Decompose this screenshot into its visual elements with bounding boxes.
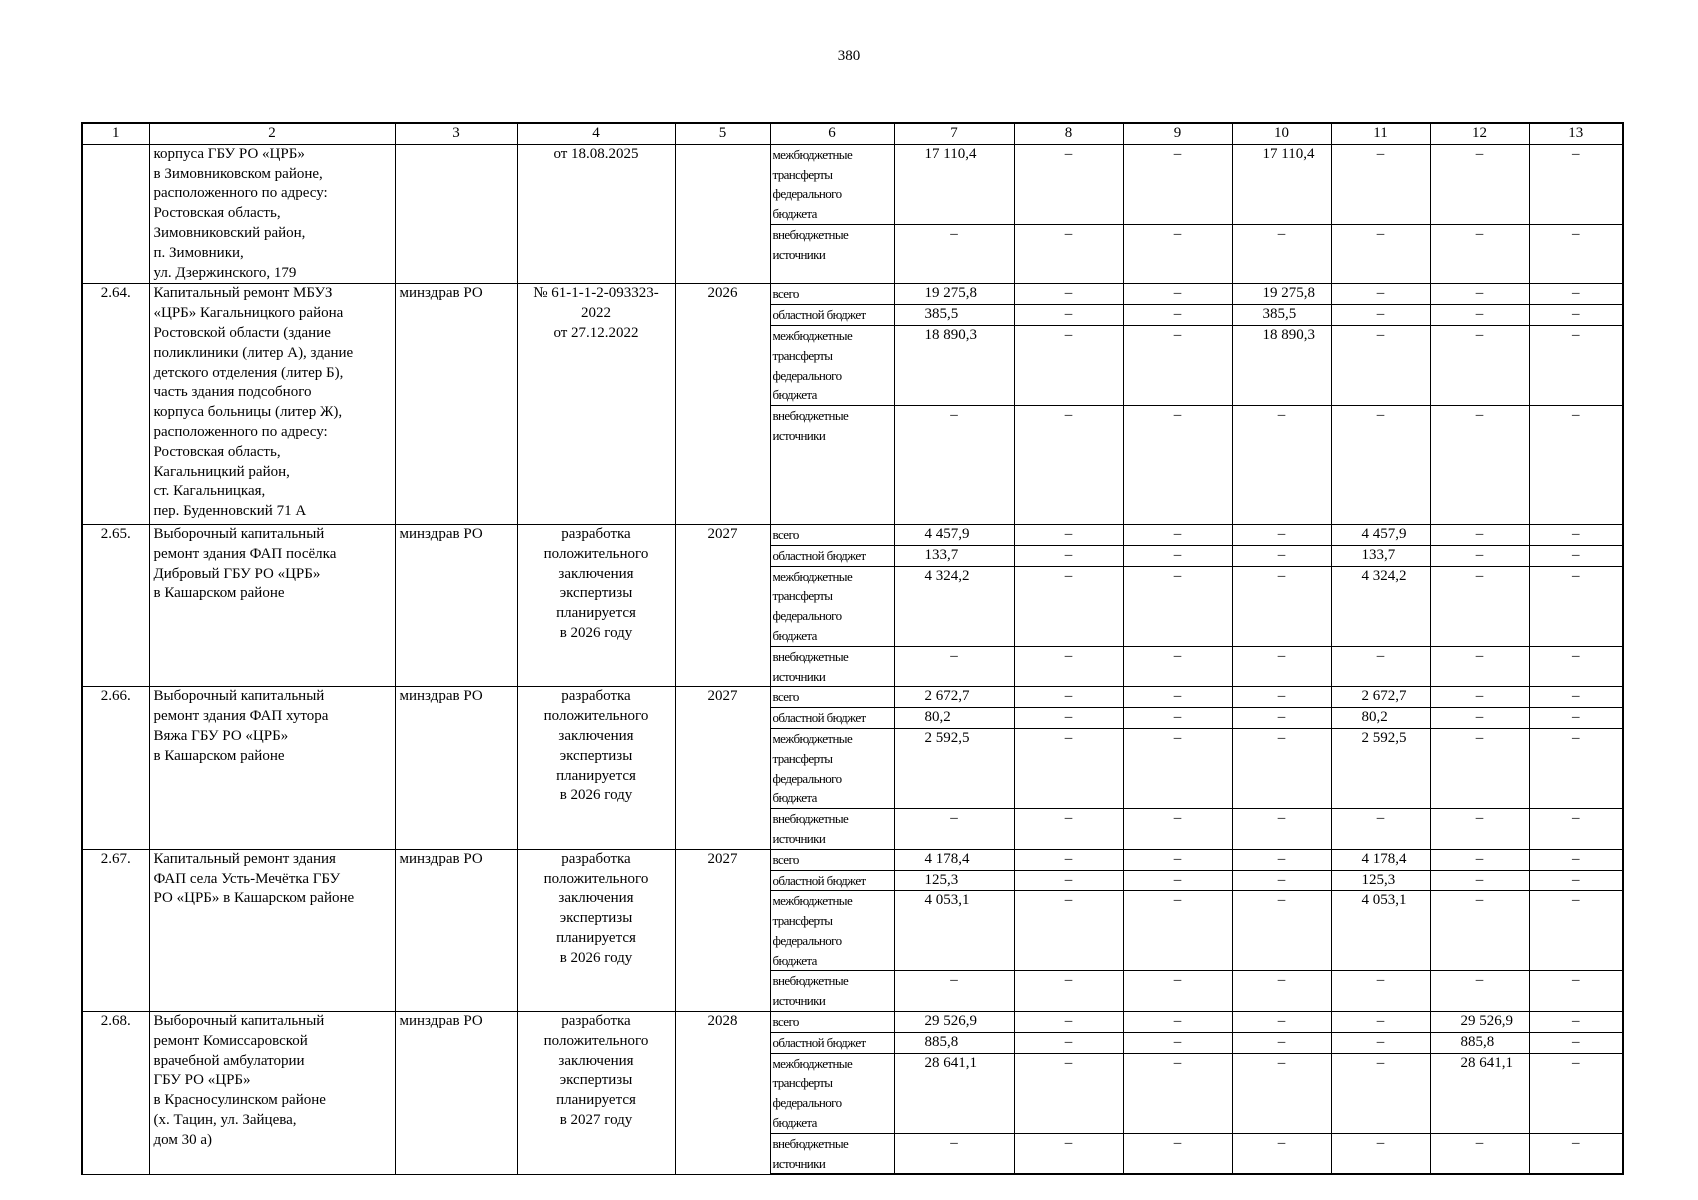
column-number-row bbox=[82, 123, 1623, 144]
empty-value: – bbox=[1529, 545, 1623, 566]
amount-value: 28 641,1 bbox=[1430, 1053, 1529, 1133]
empty-value: – bbox=[1529, 870, 1623, 891]
empty-value: – bbox=[1529, 809, 1623, 850]
empty-value: – bbox=[1529, 566, 1623, 646]
funding-source: областной бюджет bbox=[770, 708, 894, 729]
empty-value: – bbox=[1331, 971, 1430, 1012]
object-name: Выборочный капитальный ремонт здания ФАП хутора Вяжа ГБУ РО «ЦРБ» в Кашарском районе bbox=[149, 687, 395, 849]
empty-value: – bbox=[1529, 1053, 1623, 1133]
column-number-10: 10 bbox=[1232, 123, 1331, 144]
amount-value: 19 275,8 bbox=[894, 284, 1014, 305]
table-row bbox=[82, 849, 1623, 870]
empty-value: – bbox=[1331, 144, 1430, 224]
empty-value: – bbox=[1014, 1133, 1123, 1174]
funding-source: областной бюджет bbox=[770, 1032, 894, 1053]
funding-source: всего bbox=[770, 687, 894, 708]
empty-value: – bbox=[1123, 144, 1232, 224]
column-number-4: 4 bbox=[517, 123, 675, 144]
empty-value: – bbox=[1232, 1032, 1331, 1053]
empty-value: – bbox=[1529, 687, 1623, 708]
item-number: 2.65. bbox=[82, 524, 149, 686]
amount-value: 4 457,9 bbox=[1331, 524, 1430, 545]
empty-value: – bbox=[1529, 325, 1623, 405]
empty-value: – bbox=[1529, 406, 1623, 525]
empty-value: – bbox=[1014, 144, 1123, 224]
empty-value: – bbox=[1430, 809, 1529, 850]
funding-source: всего bbox=[770, 524, 894, 545]
empty-value: – bbox=[1232, 646, 1331, 687]
empty-value: – bbox=[1331, 1133, 1430, 1174]
amount-value: 2 592,5 bbox=[1331, 728, 1430, 808]
empty-value: – bbox=[1529, 1012, 1623, 1033]
completion-year: 2027 bbox=[675, 687, 770, 849]
item-number: 2.67. bbox=[82, 849, 149, 1011]
empty-value: – bbox=[1123, 406, 1232, 525]
empty-value: – bbox=[1331, 406, 1430, 525]
funding-source: межбюджетные трансферты федерального бюджета bbox=[770, 144, 894, 224]
empty-value: – bbox=[1232, 728, 1331, 808]
empty-value: – bbox=[1232, 545, 1331, 566]
empty-value: – bbox=[1529, 891, 1623, 971]
amount-value: 4 324,2 bbox=[1331, 566, 1430, 646]
funding-source: межбюджетные трансферты федерального бюджета bbox=[770, 728, 894, 808]
object-name: Выборочный капитальный ремонт Комиссаровской врачебной амбулатории ГБУ РО «ЦРБ» в Красносулинском районе (х. Тацин, ул. Зайцева, дом 30 а) bbox=[149, 1012, 395, 1175]
empty-value: – bbox=[1014, 849, 1123, 870]
empty-value: – bbox=[1232, 708, 1331, 729]
expertise-document: от 18.08.2025 bbox=[517, 144, 675, 284]
empty-value: – bbox=[1014, 708, 1123, 729]
amount-value: 4 178,4 bbox=[1331, 849, 1430, 870]
empty-value: – bbox=[1232, 406, 1331, 525]
amount-value: 80,2 bbox=[894, 708, 1014, 729]
column-number-13: 13 bbox=[1529, 123, 1623, 144]
empty-value: – bbox=[1529, 524, 1623, 545]
empty-value: – bbox=[1123, 971, 1232, 1012]
empty-value: – bbox=[1232, 971, 1331, 1012]
empty-value: – bbox=[1430, 325, 1529, 405]
funding-source: внебюджетные источники bbox=[770, 809, 894, 850]
empty-value: – bbox=[1123, 1053, 1232, 1133]
empty-value: – bbox=[1014, 406, 1123, 525]
empty-value: – bbox=[1529, 1133, 1623, 1174]
empty-value: – bbox=[1430, 687, 1529, 708]
funding-source: межбюджетные трансферты федерального бюджета bbox=[770, 1053, 894, 1133]
empty-value: – bbox=[1123, 646, 1232, 687]
table-row bbox=[82, 1012, 1623, 1033]
column-number-8: 8 bbox=[1014, 123, 1123, 144]
item-number: 2.64. bbox=[82, 284, 149, 525]
amount-value: 885,8 bbox=[894, 1032, 1014, 1053]
amount-value: 125,3 bbox=[894, 870, 1014, 891]
empty-value: – bbox=[1331, 284, 1430, 305]
empty-value: – bbox=[1331, 809, 1430, 850]
object-name: Капитальный ремонт МБУЗ «ЦРБ» Кагальницкого района Ростовской области (здание поликлиники (литер А), здание детского отделения (литер Б), часть здания подсобного корпуса больницы (литер Ж), расположенного по адресу: Ростовская область, Кагальницкий район, ст. Кагальницкая, пер. Буденновский 71 А bbox=[149, 284, 395, 525]
column-number-5: 5 bbox=[675, 123, 770, 144]
budget-table bbox=[81, 122, 1624, 1175]
completion-year: 2026 bbox=[675, 284, 770, 525]
empty-value: – bbox=[1232, 524, 1331, 545]
empty-value: – bbox=[1014, 305, 1123, 326]
funding-source: областной бюджет bbox=[770, 305, 894, 326]
empty-value: – bbox=[1123, 566, 1232, 646]
empty-value: – bbox=[1430, 305, 1529, 326]
empty-value: – bbox=[1014, 1053, 1123, 1133]
column-number-6: 6 bbox=[770, 123, 894, 144]
empty-value: – bbox=[894, 224, 1014, 283]
object-name: Капитальный ремонт здания ФАП села Усть-Мечётка ГБУ РО «ЦРБ» в Кашарском районе bbox=[149, 849, 395, 1011]
amount-value: 29 526,9 bbox=[894, 1012, 1014, 1033]
empty-value: – bbox=[1232, 687, 1331, 708]
empty-value: – bbox=[1430, 144, 1529, 224]
amount-value: 4 457,9 bbox=[894, 524, 1014, 545]
empty-value: – bbox=[1430, 891, 1529, 971]
empty-value: – bbox=[1123, 728, 1232, 808]
empty-value: – bbox=[1430, 708, 1529, 729]
object-name: Выборочный капитальный ремонт здания ФАП посёлка Дибровый ГБУ РО «ЦРБ» в Кашарском районе bbox=[149, 524, 395, 686]
amount-value: 17 110,4 bbox=[894, 144, 1014, 224]
responsible-body: минздрав РО bbox=[395, 1012, 517, 1175]
responsible-body: минздрав РО bbox=[395, 687, 517, 849]
empty-value: – bbox=[1014, 524, 1123, 545]
empty-value: – bbox=[1529, 971, 1623, 1012]
empty-value: – bbox=[1529, 224, 1623, 283]
table-row bbox=[82, 284, 1623, 305]
completion-year: 2027 bbox=[675, 524, 770, 686]
funding-source: внебюджетные источники bbox=[770, 224, 894, 283]
empty-value: – bbox=[894, 971, 1014, 1012]
empty-value: – bbox=[1123, 545, 1232, 566]
empty-value: – bbox=[1232, 566, 1331, 646]
empty-value: – bbox=[1430, 284, 1529, 305]
empty-value: – bbox=[1123, 809, 1232, 850]
completion-year: 2028 bbox=[675, 1012, 770, 1175]
empty-value: – bbox=[1014, 224, 1123, 283]
empty-value: – bbox=[1430, 849, 1529, 870]
empty-value: – bbox=[1529, 849, 1623, 870]
amount-value: 885,8 bbox=[1430, 1032, 1529, 1053]
funding-source: межбюджетные трансферты федерального бюджета bbox=[770, 891, 894, 971]
funding-source: всего bbox=[770, 1012, 894, 1033]
empty-value: – bbox=[1430, 646, 1529, 687]
responsible-body: минздрав РО bbox=[395, 849, 517, 1011]
amount-value: 4 178,4 bbox=[894, 849, 1014, 870]
amount-value: 4 053,1 bbox=[1331, 891, 1430, 971]
empty-value: – bbox=[1123, 870, 1232, 891]
column-number-7: 7 bbox=[894, 123, 1014, 144]
funding-source: межбюджетные трансферты федерального бюджета bbox=[770, 566, 894, 646]
empty-value: – bbox=[1014, 809, 1123, 850]
empty-value: – bbox=[1430, 406, 1529, 525]
table-row bbox=[82, 144, 1623, 224]
empty-value: – bbox=[1430, 971, 1529, 1012]
item-number bbox=[82, 144, 149, 284]
empty-value: – bbox=[1232, 224, 1331, 283]
amount-value: 2 672,7 bbox=[1331, 687, 1430, 708]
funding-source: всего bbox=[770, 849, 894, 870]
expertise-document: разработка положительного заключения экспертизы планируется в 2027 году bbox=[517, 1012, 675, 1175]
empty-value: – bbox=[1232, 891, 1331, 971]
empty-value: – bbox=[1123, 284, 1232, 305]
table-row bbox=[82, 524, 1623, 545]
empty-value: – bbox=[1123, 708, 1232, 729]
completion-year bbox=[675, 144, 770, 284]
empty-value: – bbox=[1014, 891, 1123, 971]
amount-value: 2 592,5 bbox=[894, 728, 1014, 808]
completion-year: 2027 bbox=[675, 849, 770, 1011]
funding-source: внебюджетные источники bbox=[770, 406, 894, 525]
amount-value: 17 110,4 bbox=[1232, 144, 1331, 224]
empty-value: – bbox=[1529, 1032, 1623, 1053]
table-row bbox=[82, 687, 1623, 708]
empty-value: – bbox=[894, 646, 1014, 687]
empty-value: – bbox=[1529, 728, 1623, 808]
funding-source: всего bbox=[770, 284, 894, 305]
amount-value: 133,7 bbox=[1331, 545, 1430, 566]
empty-value: – bbox=[1123, 325, 1232, 405]
object-name: корпуса ГБУ РО «ЦРБ» в Зимовниковском районе, расположенного по адресу: Ростовская область, Зимовниковский район, п. Зимовники, ул. Дзержинского, 179 bbox=[149, 144, 395, 284]
amount-value: 4 053,1 bbox=[894, 891, 1014, 971]
column-number-3: 3 bbox=[395, 123, 517, 144]
funding-source: внебюджетные источники bbox=[770, 971, 894, 1012]
empty-value: – bbox=[1123, 224, 1232, 283]
empty-value: – bbox=[1014, 284, 1123, 305]
empty-value: – bbox=[1331, 1053, 1430, 1133]
amount-value: 80,2 bbox=[1331, 708, 1430, 729]
empty-value: – bbox=[1430, 1133, 1529, 1174]
expertise-document: разработка положительного заключения экспертизы планируется в 2026 году bbox=[517, 849, 675, 1011]
empty-value: – bbox=[1014, 728, 1123, 808]
funding-source: внебюджетные источники bbox=[770, 1133, 894, 1174]
responsible-body: минздрав РО bbox=[395, 524, 517, 686]
empty-value: – bbox=[1331, 305, 1430, 326]
funding-source: межбюджетные трансферты федерального бюджета bbox=[770, 325, 894, 405]
amount-value: 385,5 bbox=[894, 305, 1014, 326]
column-number-2: 2 bbox=[149, 123, 395, 144]
empty-value: – bbox=[1529, 305, 1623, 326]
amount-value: 4 324,2 bbox=[894, 566, 1014, 646]
empty-value: – bbox=[1232, 849, 1331, 870]
empty-value: – bbox=[1331, 325, 1430, 405]
empty-value: – bbox=[1014, 870, 1123, 891]
amount-value: 18 890,3 bbox=[1232, 325, 1331, 405]
empty-value: – bbox=[1529, 144, 1623, 224]
empty-value: – bbox=[1331, 1012, 1430, 1033]
empty-value: – bbox=[1232, 809, 1331, 850]
funding-source: внебюджетные источники bbox=[770, 646, 894, 687]
empty-value: – bbox=[1123, 687, 1232, 708]
empty-value: – bbox=[1331, 1032, 1430, 1053]
amount-value: 385,5 bbox=[1232, 305, 1331, 326]
empty-value: – bbox=[894, 406, 1014, 525]
empty-value: – bbox=[894, 809, 1014, 850]
empty-value: – bbox=[1430, 545, 1529, 566]
column-number-1: 1 bbox=[82, 123, 149, 144]
empty-value: – bbox=[1014, 325, 1123, 405]
expertise-document: разработка положительного заключения экспертизы планируется в 2026 году bbox=[517, 687, 675, 849]
empty-value: – bbox=[1123, 305, 1232, 326]
empty-value: – bbox=[1014, 646, 1123, 687]
empty-value: – bbox=[1232, 870, 1331, 891]
amount-value: 18 890,3 bbox=[894, 325, 1014, 405]
empty-value: – bbox=[1014, 971, 1123, 1012]
empty-value: – bbox=[1123, 1133, 1232, 1174]
column-number-11: 11 bbox=[1331, 123, 1430, 144]
column-number-12: 12 bbox=[1430, 123, 1529, 144]
item-number: 2.68. bbox=[82, 1012, 149, 1175]
empty-value: – bbox=[1430, 224, 1529, 283]
empty-value: – bbox=[1430, 566, 1529, 646]
responsible-body: минздрав РО bbox=[395, 284, 517, 525]
empty-value: – bbox=[1331, 224, 1430, 283]
empty-value: – bbox=[1123, 524, 1232, 545]
empty-value: – bbox=[1529, 708, 1623, 729]
empty-value: – bbox=[1123, 891, 1232, 971]
empty-value: – bbox=[894, 1133, 1014, 1174]
empty-value: – bbox=[1232, 1012, 1331, 1033]
empty-value: – bbox=[1014, 1032, 1123, 1053]
empty-value: – bbox=[1331, 646, 1430, 687]
empty-value: – bbox=[1123, 849, 1232, 870]
amount-value: 125,3 bbox=[1331, 870, 1430, 891]
empty-value: – bbox=[1123, 1032, 1232, 1053]
empty-value: – bbox=[1430, 524, 1529, 545]
amount-value: 19 275,8 bbox=[1232, 284, 1331, 305]
empty-value: – bbox=[1014, 545, 1123, 566]
table-body bbox=[82, 123, 1623, 1174]
amount-value: 2 672,7 bbox=[894, 687, 1014, 708]
empty-value: – bbox=[1014, 566, 1123, 646]
empty-value: – bbox=[1430, 870, 1529, 891]
expertise-document: разработка положительного заключения экспертизы планируется в 2026 году bbox=[517, 524, 675, 686]
expertise-document: № 61-1-1-2-093323- 2022 от 27.12.2022 bbox=[517, 284, 675, 525]
amount-value: 133,7 bbox=[894, 545, 1014, 566]
empty-value: – bbox=[1123, 1012, 1232, 1033]
amount-value: 29 526,9 bbox=[1430, 1012, 1529, 1033]
column-number-9: 9 bbox=[1123, 123, 1232, 144]
item-number: 2.66. bbox=[82, 687, 149, 849]
page-number: 380 bbox=[837, 48, 861, 64]
responsible-body bbox=[395, 144, 517, 284]
funding-source: областной бюджет bbox=[770, 870, 894, 891]
empty-value: – bbox=[1232, 1053, 1331, 1133]
funding-source: областной бюджет bbox=[770, 545, 894, 566]
empty-value: – bbox=[1529, 284, 1623, 305]
empty-value: – bbox=[1232, 1133, 1331, 1174]
empty-value: – bbox=[1014, 1012, 1123, 1033]
amount-value: 28 641,1 bbox=[894, 1053, 1014, 1133]
empty-value: – bbox=[1529, 646, 1623, 687]
empty-value: – bbox=[1014, 687, 1123, 708]
empty-value: – bbox=[1430, 728, 1529, 808]
